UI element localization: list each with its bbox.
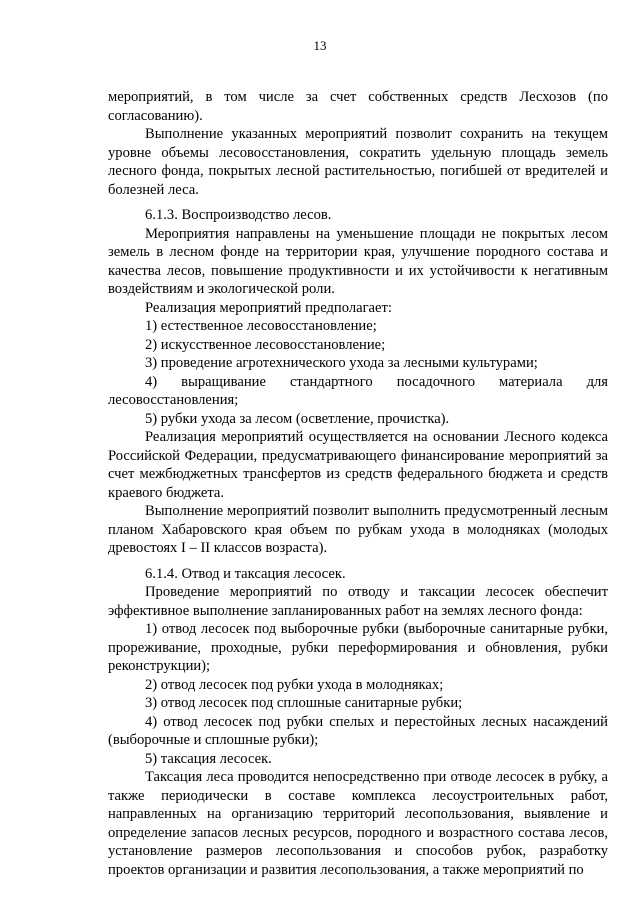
list-item-4: 4) выращивание стандартного посадочного материала для лесовосстановления; (108, 373, 608, 408)
paragraph-allotment-intro: Проведение мероприятий по отводу и таксации лесосек обеспечит эффективное выполнение запланированных работ на землях лесного фонда: (108, 584, 608, 619)
allotment-list-item-2: 2) отвод лесосек под рубки ухода в молодняках; (145, 676, 444, 693)
allotment-list-item-3: 3) отвод лесосек под сплошные санитарные рубки; (145, 695, 463, 711)
allotment-list-item-5: 5) таксация лесосек. (145, 750, 272, 767)
paragraph-measures-aim: Мероприятия направлены на уменьшение площади не покрытых лесом земель в лесном фонде на территории края, улучшение породного состава и качества лесов, повышение продуктивности и их устойчивости к негативным воздействиям и экологической роли. (108, 225, 608, 297)
list-item-3: 3) проведение агротехнического ухода за лесными культурами; (145, 355, 538, 371)
list-item-1: 1) естественное лесовосстановление; (145, 318, 377, 334)
paragraph-expected-result: Выполнение мероприятий позволит выполнить предусмотренный лесным планом Хабаровского края объем по рубкам ухода в молодняках (молодых древостоях I – II классов возраста). (108, 503, 608, 556)
document-body (108, 88, 608, 879)
paragraph-legal-basis: Реализация мероприятий осуществляется на основании Лесного кодекса Российской Федерации, предусматривающего финансирование мероприятий за счет межбюджетных трансфертов из средств федерального бюджета и средств краевого бюджета. (108, 429, 608, 501)
allotment-list-item-1: 1) отвод лесосек под выборочные рубки (выборочные санитарные рубки, прореживание, проходные, рубки переформирования и обновления, рубки реконструкции); (108, 621, 608, 674)
paragraph-implementation-intro: Реализация мероприятий предполагает: (145, 299, 392, 316)
paragraph-reforestation-result: Выполнение указанных мероприятий позволит сохранить на текущем уровне объемы лесовосстановления, сократить удельную площадь земель лесного фонда, покрытых лесной растительностью, погибшей от вредителей и болезней леса. (108, 126, 608, 198)
section-heading-6-1-4: 6.1.4. Отвод и таксация лесосек. (145, 565, 346, 582)
paragraph-forest-inventory: Таксация леса проводится непосредственно при отводе лесосек в рубку, а также периодически в составе комплекса лесоустроительных работ, направленных на организацию территорий лесопользования, выявление и определение запасов лесных ресурсов, породного и возрастного состава лесов, установление размеров лесопользования и способов рубок, разработку проектов организации и развития лесопользования, а также мероприятий по (108, 769, 608, 878)
section-heading-6-1-3: 6.1.3. Воспроизводство лесов. (145, 207, 332, 223)
paragraph-continuation: мероприятий, в том числе за счет собственных средств Лесхозов (по согласованию). (108, 89, 608, 124)
list-item-5: 5) рубки ухода за лесом (осветление, прочистка). (145, 410, 450, 427)
page-number: 13 (313, 38, 327, 53)
allotment-list-item-4: 4) отвод лесосек под рубки спелых и перестойных лесных насаждений (выборочные и сплошные рубки); (108, 713, 608, 748)
list-item-2: 2) искусственное лесовосстановление; (145, 336, 386, 353)
